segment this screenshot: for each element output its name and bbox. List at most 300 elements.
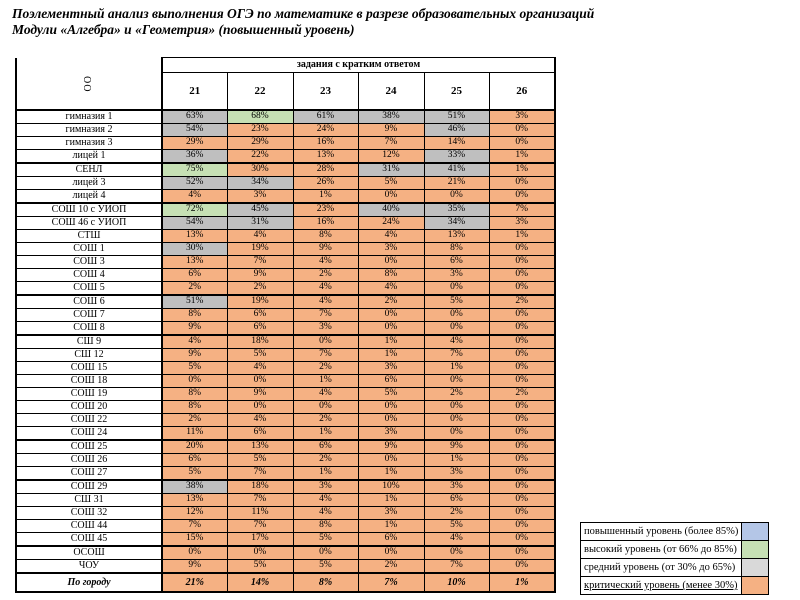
score-cell: 4%	[293, 295, 358, 309]
score-cell: 0%	[489, 454, 555, 467]
score-cell: 22%	[227, 150, 293, 164]
score-cell: 72%	[162, 203, 227, 217]
score-cell: 6%	[293, 440, 358, 454]
legend-item	[581, 541, 769, 559]
score-cell: 1%	[489, 150, 555, 164]
school-name: лицей 3	[16, 177, 162, 190]
score-cell: 40%	[358, 203, 424, 217]
table-row	[16, 217, 555, 230]
score-cell: 23%	[293, 203, 358, 217]
score-cell: 23%	[227, 124, 293, 137]
score-cell: 1%	[424, 454, 489, 467]
score-cell: 9%	[162, 349, 227, 362]
school-name: гимназия 1	[16, 110, 162, 124]
score-cell: 31%	[358, 163, 424, 177]
school-name: СОШ 25	[16, 440, 162, 454]
score-cell: 7%	[489, 203, 555, 217]
score-cell: 3%	[358, 362, 424, 375]
score-cell: 5%	[227, 560, 293, 574]
score-cell: 0%	[489, 282, 555, 296]
score-cell: 0%	[489, 124, 555, 137]
score-cell: 2%	[293, 362, 358, 375]
score-cell: 18%	[227, 480, 293, 494]
score-cell: 6%	[424, 494, 489, 507]
score-cell: 52%	[162, 177, 227, 190]
table-row	[16, 427, 555, 441]
school-name: СШ 12	[16, 349, 162, 362]
score-cell: 2%	[358, 295, 424, 309]
score-cell: 1%	[489, 573, 555, 592]
score-cell: 6%	[162, 454, 227, 467]
legend-label: средний уровень (от 30% до 65%)	[581, 559, 742, 577]
report-title	[12, 6, 772, 38]
score-cell: 10%	[358, 480, 424, 494]
score-cell: 9%	[358, 440, 424, 454]
score-cell: 1%	[293, 190, 358, 204]
score-cell: 4%	[293, 256, 358, 269]
score-cell: 3%	[227, 190, 293, 204]
score-cell: 8%	[358, 269, 424, 282]
school-name: СШ 9	[16, 335, 162, 349]
score-cell: 0%	[162, 546, 227, 560]
score-cell: 8%	[293, 520, 358, 533]
score-cell: 10%	[424, 573, 489, 592]
score-cell: 26%	[293, 177, 358, 190]
score-cell: 0%	[293, 401, 358, 414]
score-cell: 0%	[424, 375, 489, 388]
school-name: СОШ 20	[16, 401, 162, 414]
table-row	[16, 163, 555, 177]
score-cell: 0%	[489, 256, 555, 269]
score-cell: 8%	[424, 243, 489, 256]
school-name: СОШ 19	[16, 388, 162, 401]
school-name: СОШ 44	[16, 520, 162, 533]
table-row	[16, 335, 555, 349]
table-row	[16, 190, 555, 204]
score-cell: 3%	[358, 507, 424, 520]
score-cell: 6%	[424, 256, 489, 269]
score-cell: 0%	[489, 190, 555, 204]
score-cell: 15%	[162, 533, 227, 547]
table-row	[16, 440, 555, 454]
score-cell: 4%	[227, 414, 293, 427]
score-cell: 2%	[358, 560, 424, 574]
score-cell: 63%	[162, 110, 227, 124]
score-cell: 6%	[227, 427, 293, 441]
score-cell: 1%	[358, 349, 424, 362]
table-row	[16, 507, 555, 520]
score-cell: 3%	[424, 269, 489, 282]
school-name: СОШ 3	[16, 256, 162, 269]
table-row	[16, 414, 555, 427]
score-cell: 0%	[489, 375, 555, 388]
score-cell: 12%	[162, 507, 227, 520]
score-cell: 2%	[489, 295, 555, 309]
school-name: СОШ 32	[16, 507, 162, 520]
score-cell: 7%	[424, 560, 489, 574]
score-cell: 16%	[293, 217, 358, 230]
table-row	[16, 375, 555, 388]
table-row	[16, 560, 555, 574]
score-cell: 0%	[489, 177, 555, 190]
score-cell: 4%	[293, 507, 358, 520]
score-cell: 30%	[227, 163, 293, 177]
score-cell: 4%	[227, 362, 293, 375]
score-cell: 7%	[227, 494, 293, 507]
score-cell: 13%	[293, 150, 358, 164]
score-cell: 0%	[489, 322, 555, 336]
score-cell: 0%	[489, 546, 555, 560]
score-cell: 0%	[489, 137, 555, 150]
score-cell: 5%	[424, 520, 489, 533]
score-cell: 16%	[293, 137, 358, 150]
score-cell: 5%	[162, 467, 227, 481]
score-cell: 1%	[358, 467, 424, 481]
score-cell: 2%	[293, 269, 358, 282]
school-name: СОШ 7	[16, 309, 162, 322]
score-cell: 7%	[227, 467, 293, 481]
score-cell: 0%	[489, 414, 555, 427]
score-cell: 9%	[227, 388, 293, 401]
score-cell: 7%	[358, 573, 424, 592]
score-cell: 0%	[358, 256, 424, 269]
table-row	[16, 546, 555, 560]
score-cell: 5%	[227, 454, 293, 467]
school-name: ОСОШ	[16, 546, 162, 560]
score-cell: 38%	[162, 480, 227, 494]
score-cell: 7%	[227, 256, 293, 269]
score-cell: 3%	[358, 427, 424, 441]
score-cell: 4%	[293, 388, 358, 401]
score-cell: 3%	[293, 322, 358, 336]
score-cell: 13%	[162, 230, 227, 243]
school-name: СЕНЛ	[16, 163, 162, 177]
score-cell: 0%	[162, 375, 227, 388]
corner-cell-oo	[16, 58, 162, 111]
score-cell: 1%	[293, 427, 358, 441]
score-cell: 11%	[162, 427, 227, 441]
score-cell: 19%	[227, 243, 293, 256]
legend-color-swatch	[742, 523, 769, 541]
table-row	[16, 533, 555, 547]
school-name: гимназия 2	[16, 124, 162, 137]
score-cell: 0%	[358, 401, 424, 414]
score-cell: 45%	[227, 203, 293, 217]
score-cell: 8%	[162, 388, 227, 401]
legend-label: повышенный уровень (более 85%)	[581, 523, 742, 541]
score-cell: 3%	[358, 243, 424, 256]
score-cell: 9%	[162, 322, 227, 336]
score-cell: 7%	[358, 137, 424, 150]
school-name: СОШ 29	[16, 480, 162, 494]
score-cell: 5%	[162, 362, 227, 375]
score-cell: 7%	[293, 309, 358, 322]
score-cell: 29%	[162, 137, 227, 150]
legend-item	[581, 559, 769, 577]
score-cell: 3%	[424, 467, 489, 481]
score-cell: 4%	[162, 190, 227, 204]
score-cell: 14%	[424, 137, 489, 150]
legend-label: высокий уровень (от 66% до 85%)	[581, 541, 742, 559]
legend-item	[581, 577, 769, 595]
score-cell: 14%	[227, 573, 293, 592]
score-cell: 13%	[162, 256, 227, 269]
score-cell: 4%	[424, 533, 489, 547]
score-cell: 38%	[358, 110, 424, 124]
school-name: СОШ 22	[16, 414, 162, 427]
score-cell: 6%	[227, 309, 293, 322]
total-row	[16, 573, 555, 592]
score-cell: 18%	[227, 335, 293, 349]
score-cell: 0%	[489, 309, 555, 322]
score-cell: 9%	[162, 560, 227, 574]
table-row	[16, 177, 555, 190]
score-cell: 8%	[162, 401, 227, 414]
score-cell: 3%	[424, 480, 489, 494]
score-cell: 7%	[162, 520, 227, 533]
table-header	[16, 58, 555, 111]
report-title-line2: Модули «Алгебра» и «Геометрия» (повышенный уровень)	[12, 22, 355, 37]
column-header-22: 22	[227, 73, 293, 111]
table-body	[16, 110, 555, 592]
table-row	[16, 295, 555, 309]
score-cell: 1%	[293, 375, 358, 388]
score-cell: 0%	[489, 335, 555, 349]
score-cell: 0%	[489, 467, 555, 481]
score-cell: 19%	[227, 295, 293, 309]
score-cell: 0%	[358, 322, 424, 336]
table-row	[16, 203, 555, 217]
school-name: СОШ 10 с УИОП	[16, 203, 162, 217]
score-cell: 4%	[358, 230, 424, 243]
score-cell: 0%	[489, 362, 555, 375]
table-row	[16, 362, 555, 375]
score-cell: 0%	[489, 243, 555, 256]
score-cell: 0%	[489, 507, 555, 520]
score-cell: 24%	[358, 217, 424, 230]
school-name: СОШ 6	[16, 295, 162, 309]
score-cell: 0%	[424, 414, 489, 427]
score-cell: 68%	[227, 110, 293, 124]
score-cell: 5%	[358, 388, 424, 401]
table-row	[16, 256, 555, 269]
header-row-group	[16, 58, 555, 73]
score-cell: 8%	[293, 573, 358, 592]
score-cell: 54%	[162, 124, 227, 137]
table-row	[16, 230, 555, 243]
score-cell: 2%	[489, 388, 555, 401]
table-row	[16, 243, 555, 256]
table-row	[16, 388, 555, 401]
score-cell: 0%	[489, 533, 555, 547]
score-cell: 28%	[293, 163, 358, 177]
score-cell: 5%	[227, 349, 293, 362]
school-name: лицей 1	[16, 150, 162, 164]
score-cell: 4%	[162, 335, 227, 349]
score-cell: 5%	[358, 177, 424, 190]
score-cell: 29%	[227, 137, 293, 150]
score-cell: 8%	[162, 309, 227, 322]
score-cell: 33%	[424, 150, 489, 164]
table-row	[16, 401, 555, 414]
column-header-21: 21	[162, 73, 227, 111]
school-name: По городу	[16, 573, 162, 592]
score-cell: 0%	[489, 494, 555, 507]
score-cell: 0%	[293, 335, 358, 349]
score-cell: 0%	[489, 427, 555, 441]
table-row	[16, 150, 555, 164]
score-cell: 35%	[424, 203, 489, 217]
table-row	[16, 520, 555, 533]
score-cell: 12%	[358, 150, 424, 164]
score-cell: 5%	[293, 560, 358, 574]
score-cell: 51%	[424, 110, 489, 124]
school-name: СОШ 18	[16, 375, 162, 388]
score-cell: 3%	[293, 480, 358, 494]
score-cell: 1%	[489, 230, 555, 243]
report-title-line1: Поэлементный анализ выполнения ОГЭ по математике в разрезе образовательных организаций	[12, 6, 595, 21]
school-name: СОШ 46 с УИОП	[16, 217, 162, 230]
table-row	[16, 124, 555, 137]
score-cell: 1%	[358, 335, 424, 349]
score-cell: 24%	[293, 124, 358, 137]
column-header-26: 26	[489, 73, 555, 111]
score-cell: 31%	[227, 217, 293, 230]
score-cell: 0%	[227, 546, 293, 560]
score-cell: 9%	[358, 124, 424, 137]
score-cell: 41%	[424, 163, 489, 177]
corner-label: ОО	[83, 75, 94, 92]
score-cell: 5%	[424, 295, 489, 309]
school-name: СОШ 1	[16, 243, 162, 256]
school-name: СОШ 26	[16, 454, 162, 467]
score-cell: 13%	[424, 230, 489, 243]
score-cell: 0%	[489, 560, 555, 574]
school-name: СОШ 4	[16, 269, 162, 282]
score-cell: 0%	[358, 309, 424, 322]
school-name: СОШ 45	[16, 533, 162, 547]
score-cell: 0%	[489, 349, 555, 362]
score-cell: 9%	[424, 440, 489, 454]
score-cell: 6%	[227, 322, 293, 336]
school-name: СОШ 27	[16, 467, 162, 481]
school-name: СОШ 15	[16, 362, 162, 375]
table-row	[16, 309, 555, 322]
table-row	[16, 494, 555, 507]
score-cell: 0%	[489, 269, 555, 282]
score-cell: 0%	[489, 401, 555, 414]
score-cell: 0%	[293, 546, 358, 560]
table-row	[16, 322, 555, 336]
legend	[580, 522, 769, 595]
score-cell: 6%	[162, 269, 227, 282]
school-name: СОШ 24	[16, 427, 162, 441]
score-cell: 7%	[227, 520, 293, 533]
score-cell: 0%	[227, 401, 293, 414]
score-cell: 6%	[358, 375, 424, 388]
score-cell: 46%	[424, 124, 489, 137]
school-name: гимназия 3	[16, 137, 162, 150]
score-cell: 1%	[489, 163, 555, 177]
score-cell: 34%	[227, 177, 293, 190]
table-row	[16, 137, 555, 150]
group-header: задания с кратким ответом	[162, 58, 555, 73]
score-cell: 2%	[293, 454, 358, 467]
score-cell: 0%	[424, 190, 489, 204]
score-cell: 2%	[424, 388, 489, 401]
score-cell: 0%	[489, 440, 555, 454]
score-cell: 30%	[162, 243, 227, 256]
school-name: СТШ	[16, 230, 162, 243]
score-cell: 51%	[162, 295, 227, 309]
score-cell: 0%	[358, 190, 424, 204]
score-cell: 8%	[293, 230, 358, 243]
score-cell: 1%	[358, 494, 424, 507]
table-row	[16, 282, 555, 296]
legend-color-swatch	[742, 559, 769, 577]
score-cell: 2%	[424, 507, 489, 520]
score-cell: 54%	[162, 217, 227, 230]
score-cell: 0%	[424, 309, 489, 322]
score-cell: 61%	[293, 110, 358, 124]
score-cell: 21%	[162, 573, 227, 592]
score-cell: 0%	[424, 427, 489, 441]
score-cell: 3%	[489, 110, 555, 124]
school-name: СОШ 8	[16, 322, 162, 336]
score-cell: 36%	[162, 150, 227, 164]
score-cell: 2%	[227, 282, 293, 296]
legend-item	[581, 523, 769, 541]
score-cell: 2%	[162, 414, 227, 427]
score-cell: 17%	[227, 533, 293, 547]
legend-color-swatch	[742, 577, 769, 595]
score-cell: 4%	[293, 494, 358, 507]
score-cell: 2%	[293, 414, 358, 427]
score-cell: 4%	[227, 230, 293, 243]
score-cell: 9%	[227, 269, 293, 282]
score-cell: 0%	[424, 546, 489, 560]
legend-label: критический уровень (менее 30%)	[581, 577, 742, 595]
score-cell: 7%	[424, 349, 489, 362]
score-cell: 9%	[293, 243, 358, 256]
score-cell: 0%	[424, 322, 489, 336]
score-cell: 13%	[162, 494, 227, 507]
school-name: ЧОУ	[16, 560, 162, 574]
school-name: лицей 4	[16, 190, 162, 204]
score-cell: 2%	[162, 282, 227, 296]
score-cell: 5%	[293, 533, 358, 547]
score-cell: 3%	[489, 217, 555, 230]
score-cell: 11%	[227, 507, 293, 520]
score-cell: 1%	[293, 467, 358, 481]
score-cell: 0%	[358, 546, 424, 560]
score-cell: 0%	[424, 282, 489, 296]
score-cell: 20%	[162, 440, 227, 454]
score-cell: 1%	[424, 362, 489, 375]
score-cell: 4%	[424, 335, 489, 349]
score-cell: 1%	[358, 520, 424, 533]
school-name: СШ 31	[16, 494, 162, 507]
score-cell: 6%	[358, 533, 424, 547]
table-row	[16, 269, 555, 282]
table-row	[16, 480, 555, 494]
legend-color-swatch	[742, 541, 769, 559]
table-row	[16, 110, 555, 124]
score-cell: 0%	[358, 414, 424, 427]
score-cell: 0%	[358, 454, 424, 467]
table-row	[16, 467, 555, 481]
table-row	[16, 454, 555, 467]
